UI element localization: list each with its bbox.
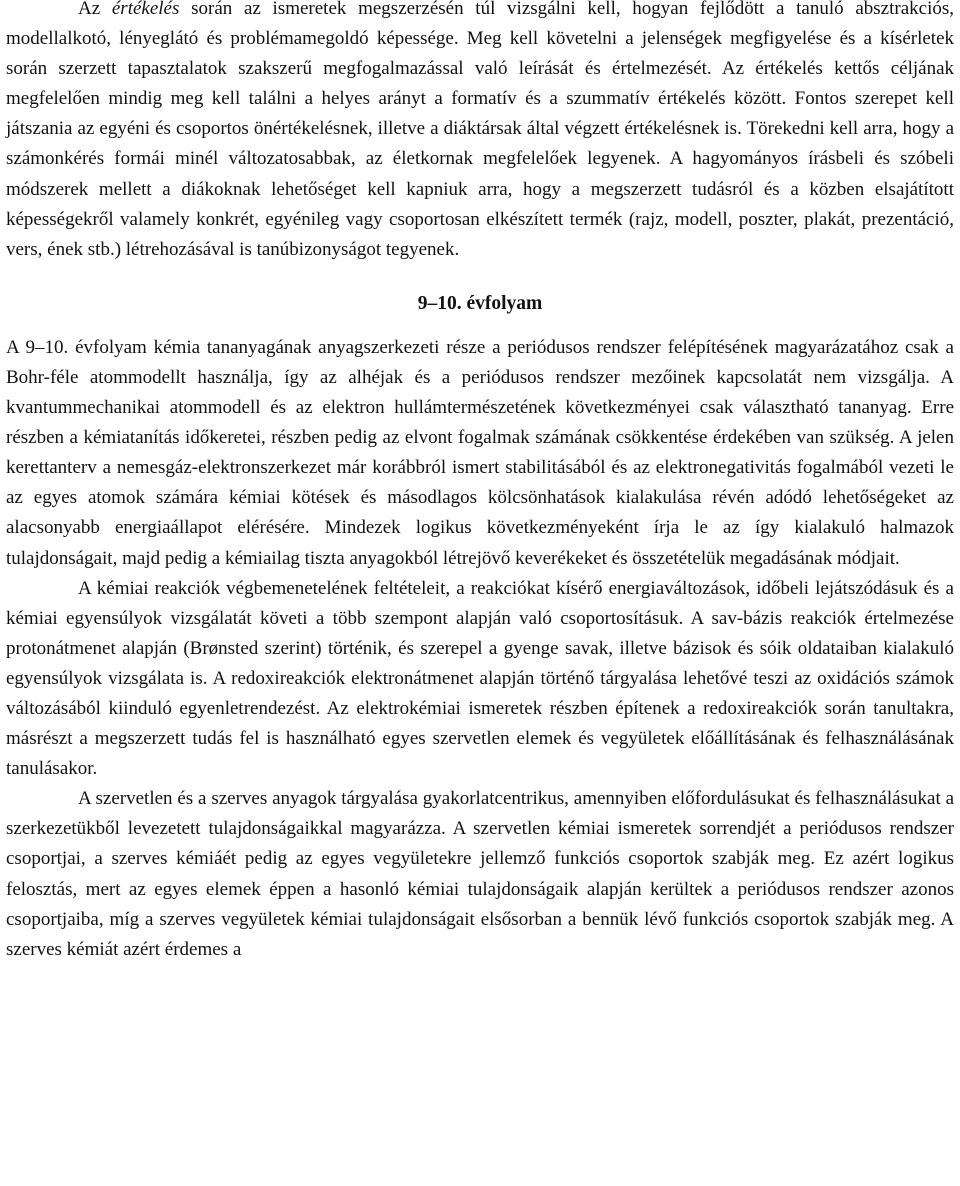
- intro-paragraph: [6, 0, 954, 265]
- section-heading: 9–10. évfolyam: [417, 292, 543, 314]
- intro-emphasis: értékelés: [111, 0, 180, 19]
- section-paragraph-3: A szervetlen és a szerves anyagok tárgyalása gyakorlatcentrikus, amennyiben előfordulásukat és felhasználásukat a szerkezetükből levezetett tulajdonságaikkal magyarázza. A szervetlen kémiai ismeretek sorrendjét a periódusos rendszer csoportjai, a szerves kémiáét pedig az egyes vegyületekre jellemző funkciós csoportok szabják meg. Ez azért logikus felosztás, mert az egyes elemek éppen a hasonló kémiai tulajdonságaik alapján kerültek a periódusos rendszer azonos csoportjaiba, míg a szerves vegyületek kémiai tulajdonságait elsősorban a bennük lévő funkciós csoportok szabják meg. A szerves kémiát azért érdemes a: [6, 788, 954, 960]
- intro-lead: Az: [78, 0, 112, 19]
- intro-text: során az ismeretek megszerzésén túl vizsgálni kell, hogyan fejlődött a tanuló absztrakciós, modellalkotó, lényeglátó és problémamegoldó képessége. Meg kell követelni a jelenségek megfigyelése és a kísérletek során szerzett tapasztalatok szakszerű megfogalmazással való leírását és értelmezését. Az értékelés kettős céljának megfelelően mindig meg kell találni a helyes arányt a formatív és a szummatív értékelés között. Fontos szerepet kell játszania az egyéni és csoportos önértékelésnek, illetve a diáktársak által végzett értékelésnek is. Törekedni kell arra, hogy a számonkérés formái minél változatosabbak, az életkornak megfelelőek legyenek. A hagyományos írásbeli és szóbeli módszerek mellett a diákoknak lehetőséget kell kapniuk arra, hogy a megszerzett tudásról és a közben elsajátított képességekről valamely konkrét, egyénileg vagy csoportosan elkészített termék (rajz, modell, poszter, plakát, prezentáció, vers, ének stb.) létrehozásával is tanúbizonyságot tegyenek.: [6, 0, 955, 260]
- document-page: [6, 0, 954, 965]
- section-paragraph-2: A kémiai reakciók végbemenetelének feltételeit, a reakciókat kísérő energiaváltozások, időbeli lejátszódásuk és a kémiai egyensúlyok vizsgálatát követi a több szempont alapján való csoportosításuk. A sav-bázis reakciók értelmezése protonátmenet alapján (Brønsted szerint) történik, és szerepel a gyenge savak, illetve bázisok és sóik oldataiban kialakuló egyensúlyok vizsgálata is. A redoxireakciók elektronátmenet alapján történő tárgyalása lehetővé teszi az oxidációs számok változásából kiinduló egyenletrendezést. Az elektrokémiai ismeretek részben építenek a redoxireakciók során tanultakra, másrészt a megszerzett tudás fel is használható egyes szervetlen elemek és vegyületek előállításának és felhasználásának tanulásakor.: [6, 577, 954, 780]
- section-paragraph-1: A 9–10. évfolyam kémia tananyagának anyagszerkezeti része a periódusos rendszer felépítésének magyarázatához csak a Bohr-féle atommodellt használja, így az alhéjak és a periódusos rendszer mezőinek kapcsolatát nem vizsgálja. A kvantummechanikai atommodell és az elektron hullámtermészetének következményei csak választható tananyag. Erre részben a kémiatanítás időkeretei, részben pedig az elvont fogalmak számának csökkentése érdekében van szükség. A jelen kerettanterv a nemesgáz-elektronszerkezet már korábbról ismert stabilitásából és az elektronegativitás fogalmából vezeti le az egyes atomok számára kémiai kötések és másodlagos kölcsönhatások kialakulása révén adódó lehetőségeket az alacsonyabb energiaállapot elérésére. Mindezek logikus következményeként írja le az így kialakuló halmazok tulajdonságait, majd pedig a kémiailag tiszta anyagokból létrejövő keverékeket és összetételük megadásának módjait.: [6, 336, 954, 569]
